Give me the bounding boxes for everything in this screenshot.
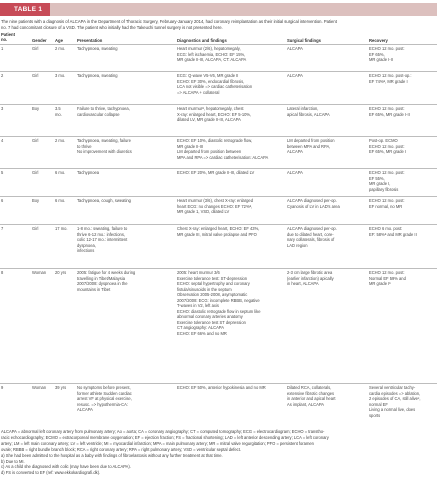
- diagnostics-cell: Heart murmur (3/6), chest X-ray: enlarged heart ECG: no changes ECHO: EF 72%ª, MR grade 1, VSD, dilated LV: [177, 198, 253, 214]
- presentation-cell: 1-8 mo.: sweating, failure to thrive 6-12 mo.: infections, colic 12-17 mo.: intermittent dyspnoea, infections: [77, 226, 128, 253]
- surgical-findings-cell: ALCAPA: [287, 46, 303, 51]
- recovery-cell: ECHO 12 mo. post: EF normal, no MR: [369, 198, 405, 209]
- surgical-findings-cell: ALCAPA: [287, 170, 303, 175]
- patient-gender: Girl: [32, 73, 39, 78]
- header-age: Age: [55, 37, 63, 43]
- table-footnotes: [1, 429, 435, 476]
- diagnostics-cell: Chest X-ray: enlarged heart, ECHO: EF 43%, MR grade III, mitral valve prolapse and PFO: [177, 226, 260, 237]
- patient-gender: Girl: [32, 138, 39, 143]
- diagnostics-cell: Heart murmur (2/6), hepatomegaly, ECG: left ischaemia, ECHO: EF 15%, MR grade II-III, ALCAPA, CT: ALCAPA: [177, 46, 247, 62]
- row-divider: [0, 136, 437, 137]
- row-divider: [0, 268, 437, 269]
- patient-gender: Girl: [32, 170, 39, 175]
- abbreviations-line: ALCAPA = abnormal left coronary artery from pulmonary artery; Ao = aorta; CA = coronary angiography; CT = computed tomography; ECG = electrocardiogram; ECHO = transtho-: [1, 429, 325, 434]
- header-recovery: Recovery: [369, 37, 388, 43]
- patient-number: 7: [1, 226, 4, 231]
- caption-line: The nine patients with a diagnosis of ALCAPA in the Department of Thoracic Surgery, February-January 2014, had coronary reimplantation as their initial surgical intervention. Patient: [1, 19, 337, 24]
- recovery-cell: ECHO 12 mo. post: Normal EF 59% and MR grade Iᵇ: [369, 270, 406, 286]
- header-diagnostics: Diagnostics and findings: [177, 37, 227, 43]
- patient-gender: Woman: [32, 385, 47, 390]
- table-caption: [1, 19, 435, 31]
- patient-number: 2: [1, 73, 4, 78]
- patient-age: 39 yrs: [55, 385, 67, 390]
- patient-number: 4: [1, 138, 4, 143]
- surgical-findings-cell: ALCAPA diagnosed per-op. Cyanosis of LV in LAD's area: [287, 198, 340, 209]
- surgical-findings-cell: Dilated RCA, collaterals, extensive fibrotic changes in anterior and apical heart As implant, ALCAPA: [287, 385, 336, 407]
- recovery-cell: Post-op. ECMO ECHO 12 mo. post: EF 65%, MR grade I: [369, 138, 407, 154]
- diagnostics-cell: ECHO: EF 20%, MR grade II-III, dilated LV: [177, 170, 255, 175]
- row-divider: [0, 104, 437, 105]
- patient-number: 6: [1, 198, 4, 203]
- patient-age: 17 mo.: [55, 226, 68, 231]
- patient-gender: Woman: [32, 270, 47, 275]
- patient-number: 1: [1, 46, 4, 51]
- patient-age: 2 mo.: [55, 138, 66, 143]
- patient-age: 6 mo.: [55, 198, 66, 203]
- patient-number: 8: [1, 270, 4, 275]
- table-label: TABLE 1: [0, 3, 50, 16]
- surgical-findings-cell: ALCAPA diagnosed per-op. due to dilated heart, core- nary collaterals, fibrosis of LAD region: [287, 226, 337, 248]
- header-patient: Patient no.: [1, 32, 15, 43]
- patient-age: 3 mo.: [55, 73, 66, 78]
- diagnostics-cell: ECHO: EF 50%, anterior hypokinesia and no MR: [177, 385, 266, 390]
- header-gender: Gender: [32, 37, 47, 43]
- patient-gender: Boy: [32, 106, 40, 111]
- presentation-cell: Tachypnoea, cough, sweating: [77, 198, 131, 203]
- patient-number: 3: [1, 106, 4, 111]
- recovery-cell: Several ventricular tachy- cardia episodes => ablation, 2 episodes of CA, still aliveᶜ, normal EF Living a normal live, does sports: [369, 385, 421, 418]
- surgical-findings-cell: 2-3 cm large fibrotic area (earlier infarction) apically in heart, ALCAPA: [287, 270, 334, 286]
- row-divider: [0, 196, 437, 197]
- patient-gender: Boy: [32, 198, 40, 203]
- patient-gender: Girl: [32, 226, 39, 231]
- row-divider: [0, 224, 437, 225]
- recovery-cell: ECHO 12 mo. post-op.: EF 74%ª, MR grade I: [369, 73, 412, 84]
- caption-line: no. 7 had concomitant closure of a VSD. The patient who initially had the Takeuchi tunnel surgery is not presented here.: [1, 25, 223, 30]
- abbreviations-line: ovale; RBBB = right bundle branch block; RCA = right coronary artery; RPA = right pulmonary artery; VSD = ventricular septal defect.: [1, 446, 241, 452]
- recovery-cell: ECHO 6 mo. post: EF: 58%ª and MR grade II: [369, 226, 417, 237]
- surgical-findings-cell: Lateral infarction, apical fibrosis, ALCAPA: [287, 106, 330, 117]
- recovery-cell: ECHO 12 mo. post: EF 65%, MR grade I-II: [369, 46, 405, 62]
- row-divider: [0, 383, 437, 384]
- footnote-a: a) She had been admitted to the hospital as a baby with findings of fibroelastosis without any further treatment at that time.: [1, 452, 223, 458]
- abbreviations-line: racic echocardiography; ECMO = extracorporeal membrane oxygenation; EF = ejection fraction; FS = fractional shortening; LAD = left anterior descending artery; LCA = left coronary: [1, 434, 329, 440]
- patient-age: 20 yrs: [55, 270, 67, 275]
- footnote-b: b) Due to MI.: [1, 458, 25, 464]
- recovery-cell: ECHO 12 mo. post: EF 55%, MR grade I, papillary fibrosis: [369, 170, 405, 192]
- diagnostics-cell: ECHO: EF 10%, diastolic retrograde flow, MR grade II-III LM departed from position between MPA and RPA => cardiac catheterisation: ALCAPA: [177, 138, 269, 160]
- presentation-cell: 2005: fatigue for 4 weeks during travelling in Tibet/Malaysia 2007/2008: dyspnoea in the mountains in Tibet: [77, 270, 136, 292]
- patient-age: 6 mo.: [55, 170, 66, 175]
- patient-age: 2 mo.: [55, 46, 66, 51]
- patient-number: 9: [1, 385, 4, 390]
- row-divider: [0, 168, 437, 169]
- diagnostics-cell: 2005: heart murmur 3/6 Exercise tolerance test: ST-depression ECHO: septal hypertrophy and coronary fistula/sinusoids in the septum Observation 2005-2008, asymptomatic 2007/2008: ECG: incomplete RBBB, negative T-waves in V2, left axis ECHO: diastolic retrograde flow in septum like abnormal coronary arteries anatomy Exercise tolerance test ST depression CT angiography: ALCAPA ECHO: EF 66% and no MR: [177, 270, 261, 336]
- header-surgical: Surgical findings: [287, 37, 321, 43]
- presentation-cell: Failure to thrive, tachypnoea, cardiovascular collapse: [77, 106, 130, 117]
- footnote-d: d) FS is converted to EF (ref: www.ekkokardiografi.dk).: [1, 470, 101, 476]
- diagnostics-cell: ECG: Q-wave V5-V6, MR grade II ECHO: EF 30%, endocardial fibrosis, LCA not visible => cardiac catheterisation => ALCAPA + collateral: [177, 73, 253, 95]
- surgical-findings-cell: LM departed from position between MPA and RPA, ALCAPA: [287, 138, 335, 154]
- surgical-findings-cell: ALCAPA: [287, 73, 303, 78]
- patient-number: 5: [1, 170, 4, 175]
- table-title-bar: [0, 3, 437, 16]
- presentation-cell: Tachypnoea, sweating: [77, 73, 118, 78]
- presentation-cell: Tachypnoea, sweating: [77, 46, 118, 51]
- diagnostics-cell: Heart murmurª, hepatomegaly, chest X-ray: enlarged heart, ECHO: EF 5-10%, dilated LV, MR grade II-III, ALCAPA: [177, 106, 252, 122]
- presentation-cell: No symptoms before present, former athlete Sudden cardiac arrest VF at physical exercise, resusc. => hypothermia-CA: ALCAPA: [77, 385, 132, 412]
- abbreviations-line: artery; LM = left main coronary artery; LV = left ventricle; MI = myocardial infarction; MPA = main pulmonary artery; MR = mitral valve regurgitation; PFO = persistent foramen: [1, 440, 314, 446]
- presentation-cell: Tachypnoea: [77, 170, 100, 175]
- row-divider: [0, 71, 437, 72]
- header-presentation: Presentation: [77, 37, 103, 43]
- header-rule: [0, 44, 437, 45]
- footnote-c: c) As a child she diagnosed with colic (may have been due to ALCAPA).: [1, 464, 131, 470]
- recovery-cell: ECHO 12 mo. post: EF 65%, MR grade I-II: [369, 106, 410, 117]
- patient-gender: Girl: [32, 46, 39, 51]
- presentation-cell: Tachypnoea, sweating, failure to thrive No improvement with diuretics: [77, 138, 132, 154]
- patient-age: 3.5 mo.: [55, 106, 62, 117]
